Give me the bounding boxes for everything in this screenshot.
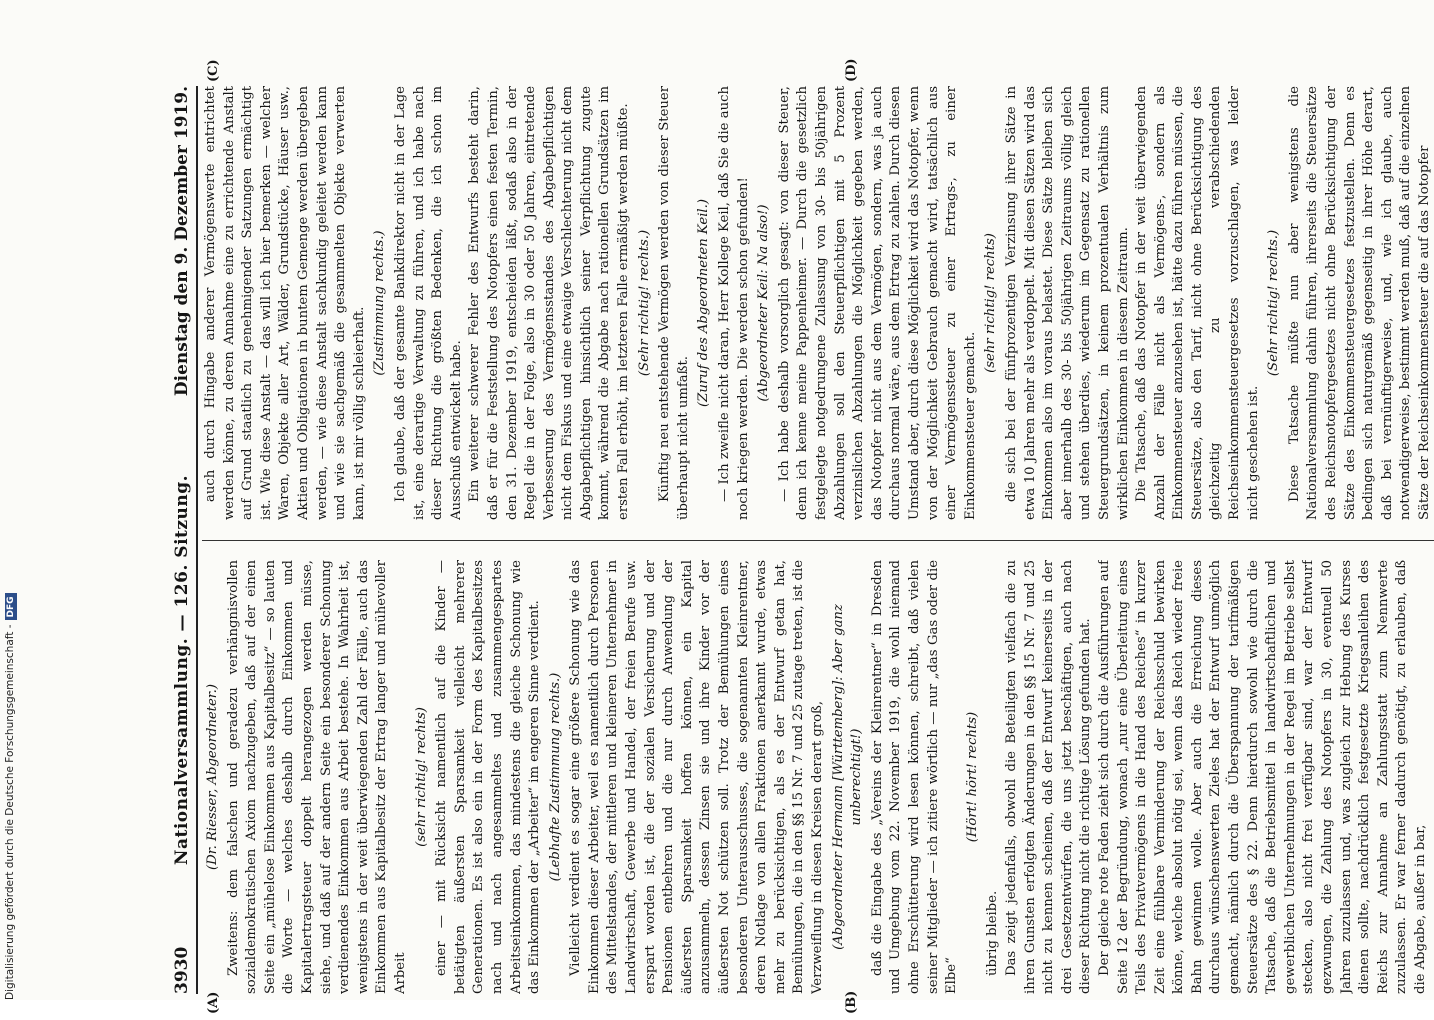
page-number: 3930 [172,946,192,994]
margin-marker-c: (C) [206,59,221,82]
interjection: (Zuruf des Abgeordneten Keil.) [696,199,712,407]
interjection: (Abgeordneter Hermann [Württemberg]: Aber ganz unberechtigt!) [830,604,865,950]
interjection: (Lebhafte Zustimmung rechts.) [547,672,563,882]
paragraph: Zweitens: dem falschen und geradezu verhängnisvollen sozialdemokratischen Axiom nachzugeben, daß auf der einen Seite ein „mühelose Einkommen aus Kapitalbesitz“ — so lauten die Worte — welches deshalb durch Einkommen und Kapitalertragsteuer doppelt herangezogen werden müsse, siehe, und daß auf der andern Seite ein besonderer Schonung verdienendes Einkommen aus Arbeit bestehe. In Wahrheit ist, wenigstens in der weit überwiegenden Zahl der Fälle, auch das Einkommen aus Kapitalbesitz der Ertrag langer und mühevoller Arbeit [225,560,408,994]
newspaper-sheet [144,60,1434,1020]
margin-marker-b: (B) [844,990,859,1014]
paragraph: einer — mit Rücksicht namentlich auf die Kinder — betätigten äußersten Sparsamkeit vielleicht mehrerer Generationen. Es ist also ein in der Form des Kapitalbesitzes nach und nach angesammeltes und zusammengespartes Arbeitseinkommen, das mindestens die gleiche Schonung wie das Einkommen der „Arbeiter“ im engeren Sinne verdient. [434,560,543,994]
paragraph: Künftig neu entstehende Vermögen werden von dieser Steuer überhaupt nicht umfaßt. [657,86,691,520]
interjection: (sehr richtig! rechts) [983,233,999,373]
paragraph: — Ich habe deshalb vorsorglich gesagt: von dieser Steuer, denn ich kenne meine Pappenheimer. — Durch die gesetzlich festgelegte notgedrungene Zulassung von 30- bis 50jährigen Abzahlungen soll den Steuerpflichtigen mit 5 Prozent verzinslichen Abzahlungen die Möglichkeit gegeben werden, das Notopfer nicht aus dem Vermögen, sondern, was ja auch durchaus normal wäre, aus dem Ertrag zu zahlen. Durch diesen Umstand aber, durch diese Möglichkeit wird das Notopfer, wenn von der Möglichkeit Gebrauch gemacht wird, tatsächlich aus einer Vermögenssteuer zu einer Ertrags-, zu einer Einkommensteuer gemacht. [776,86,978,520]
dfg-logo: DFG [5,593,17,620]
digitization-note [4,593,17,1000]
left-text-column [202,560,1434,994]
page-header [158,86,198,994]
paragraph: auch durch Hingabe anderer Vermögenswerte entrichtet werden könne, zu deren Annahme eine zu errichtende Anstalt auf Grund staatlich zu genehmigender Satzungen ermächtigt ist. Wie diese Anstalt — das will ich hier bemerken — welcher Waren, Objekte aller Art, Wälder, Grundstücke, Häuser usw., Aktien und Obligationen in buntem Gemenge werden übergeben werden, — wie diese Anstalt sachkundig geleitet werden kann und wie sie sachgemäß die gesammelten Objekte verwerten kann, ist mir völlig schleierhaft. [203,86,367,520]
paragraph: die sich bei der fünfprozentigen Verzinsung ihrer Sätze in etwa 10 Jahren mehr als verdoppelt. Mit diesen Sätzen wird das Einkommen also im voraus belastet. Diese Sätze bleiben sich aber innerhalb des 30- bis 50jährigen Zeitraums völlig gleich und stehen überdies, wiederum im Gegensatz zu rationellen Steuergrundsätzen, in keinem prozentualen Verhältnis zum wirklichen Einkommen in diesem Zeitraum. [1003,86,1131,520]
paragraph: Diese Tatsache müßte nun aber wenigstens die Nationalversammlung dahin führen, ihrerseits die Steuersätze des Reichsnotopfergesetzes nicht ohne Berücksichtigung der Sätze des Einkommensteuergesetzes festzustellen. Denn es bedingen sich naturgemäß gegenseitig in ihrer Höhe derart, daß bei vernünftigerweise, und, wie ich glaube, auch notwendigerweise, bestimmt werden muß, daß auf die einzelnen Sätze der Reichseinkommensteuer die auf das Notopfer [1286,86,1432,520]
paragraph: Ein weiterer schwerer Fehler des Entwurfs besteht darin, daß er für die Feststellung des Notopfers einen festen Termin, den 31. Dezember 1919, entscheiden läßt, sodaß also in der Regel die in der Folge, also in 30 oder 50 Jahren, eintretende Verbesserung des Vermögensstandes des Abgabepflichtigen nicht dem Fiskus und eine etwaige Verschlechterung nicht dem Abgabepflichtigen hinsichtlich seiner Verpflichtung zugute kommt, während die Abgabe nach rationellen Grundsätzen im ersten Fall erhöht, im letzteren Falle ermäßigt werden müßte. [467,86,632,520]
speaker-line: (Dr. Riesser, Abgeordneter.) [205,684,220,870]
interjection: (sehr richtig! rechts) [413,707,429,847]
right-text-column [202,86,1434,520]
paragraph: Das zeigt jedenfalls, obwohl die Beteiligten vielfach die zu ihren Gunsten erfolgten Änderungen in den §§ 15 Nr. 7 und 25 nicht zu kennen scheinen, daß der Entwurf keinerseits in der drei Gesetzentwürfen, die uns jetzt beschäftigen, auch nach dieser Richtung nicht die richtige Lösung gefunden hat. [1003,560,1094,994]
interjection: (Hört! hört! rechts) [964,711,980,843]
digitization-text: Digitalisierung gefördert durch die Deutsche Forschungsgemeinschaft - [4,624,16,1000]
rotated-page [144,60,1434,1020]
interjection: (Sehr richtig! rechts.) [1266,229,1282,377]
paragraph: — Ich zweifle nicht daran, Herr Kollege Keil, daß Sie die auch noch kriegen werden. Die werden schon gefunden! [717,86,751,520]
interjection: (Abgeordneter Keil: Na also!) [756,204,772,402]
paragraph: daß die Eingabe des „Vereins der Kleinrentner“ in Dresden und Umgebung vom 22. November 1919, die wohl niemand ohne Erschütterung wird lesen können, schreibt, daß vielen seiner Mitglieder — ich zitiere wörtlich — nur „das Gas oder die Elbe“ [869,560,960,994]
page-date: Dienstag den 9. Dezember 1919. [172,86,192,397]
paragraph: Vielleicht verdient es sogar eine größere Schonung wie das Einkommen dieser Arbeiter, weil es namentlich durch Personen des Mittelstandes, der mittleren und kleineren Unternehmer in Landwirtschaft, Gewerbe und Handel, der freien Berufe usw. erspart worden ist, die der sozialen Versicherung und der Pensionen entbehren und die nur durch Anwendung der äußersten Sparsamkeit hoffen können, ein Kapital anzusammeln, dessen Zinsen sie und ihre Kinder vor der äußersten Not schützen soll. Trotz der Bemühungen eines besonderen Unterausschusses, die sogenannten Kleinrentner, deren Notlage von allen Fraktionen anerkannt wurde, etwas mehr zu berücksichtigen, als es der Entwurf getan hat, Bemühungen, die in den §§ 15 Nr. 7 und 25 zutage treten, ist die Verzweiflung in diesen Kreisen derart groß, [568,560,825,994]
page-title: Nationalversammlung. — 126. Sitzung. [172,474,192,866]
margin-marker-d: (D) [844,58,859,82]
paragraph: Ich glaube, daß der gesamte Bankdirektor nicht in der Lage ist, eine derartige Verwaltung zu führen, und ich habe nach dieser Richtung die größten Bedenken, die ich schon im Ausschuß entwickelt habe. [392,86,464,520]
column-divider [202,540,1434,541]
paragraph: Der gleiche rote Faden zieht sich durch die Ausführungen auf Seite 12 der Begründung, wonach „nur eine Überleitung eines Teils des Privatvermögens in die Hand des Reiches“ in kurzer Zeit eine fühlbare Verminderung der Reichsschuld bewirken könne, welche absolut nötig sei, wenn das Reich wieder freie Bahn gewinnen wolle. Aber auch die Erreichung dieses durchaus wünschenswerten Zieles hat der Entwurf unmöglich gemacht, nämlich durch die Überspannung der tarifmäßigen Steuersätze des § 22. Denn hierdurch sowohl wie durch die Tatsache, daß die Betriebsmittel in landwirtschaftlichen und gewerblichen Unternehmungen in der Regel im Betriebe selbst stecken, also nicht frei verfügbar sind, war der Entwurf gezwungen, die Zahlung des Notopfers in 30, eventuell 50 Jahren zuzulassen und, was zugleich zur Hebung des Kurses dienen sollte, nachdrücklich festgesetzte Kriegsanleihen des Reichs zur Annahme an Zahlungsstatt zum Nennwerte zuzulassen. Er war ferner dadurch genötigt, zu erlauben, daß die Abgabe, außer in bar, [1096,560,1428,994]
paragraph: übrig bleibe. [985,890,1001,976]
interjection: (Zustimmung rechts.) [372,230,388,376]
interjection: (Sehr richtig! rechts.) [636,229,652,377]
paragraph: Die Tatsache, daß das Notopfer in der weit überwiegenden Anzahl der Fälle nicht als Vermögens-, sondern als Einkommensteuer anzusehen ist, hätte dazu führen müssen, die Steuersätze, also den Tarif, nicht ohne Berücksichtigung des gleichzeitig zu verabschiedenden Reichseinkommensteuergesetzes vorzuschlagen, was leider nicht geschehen ist. [1134,86,1261,520]
margin-marker-a: (A) [206,991,221,1014]
